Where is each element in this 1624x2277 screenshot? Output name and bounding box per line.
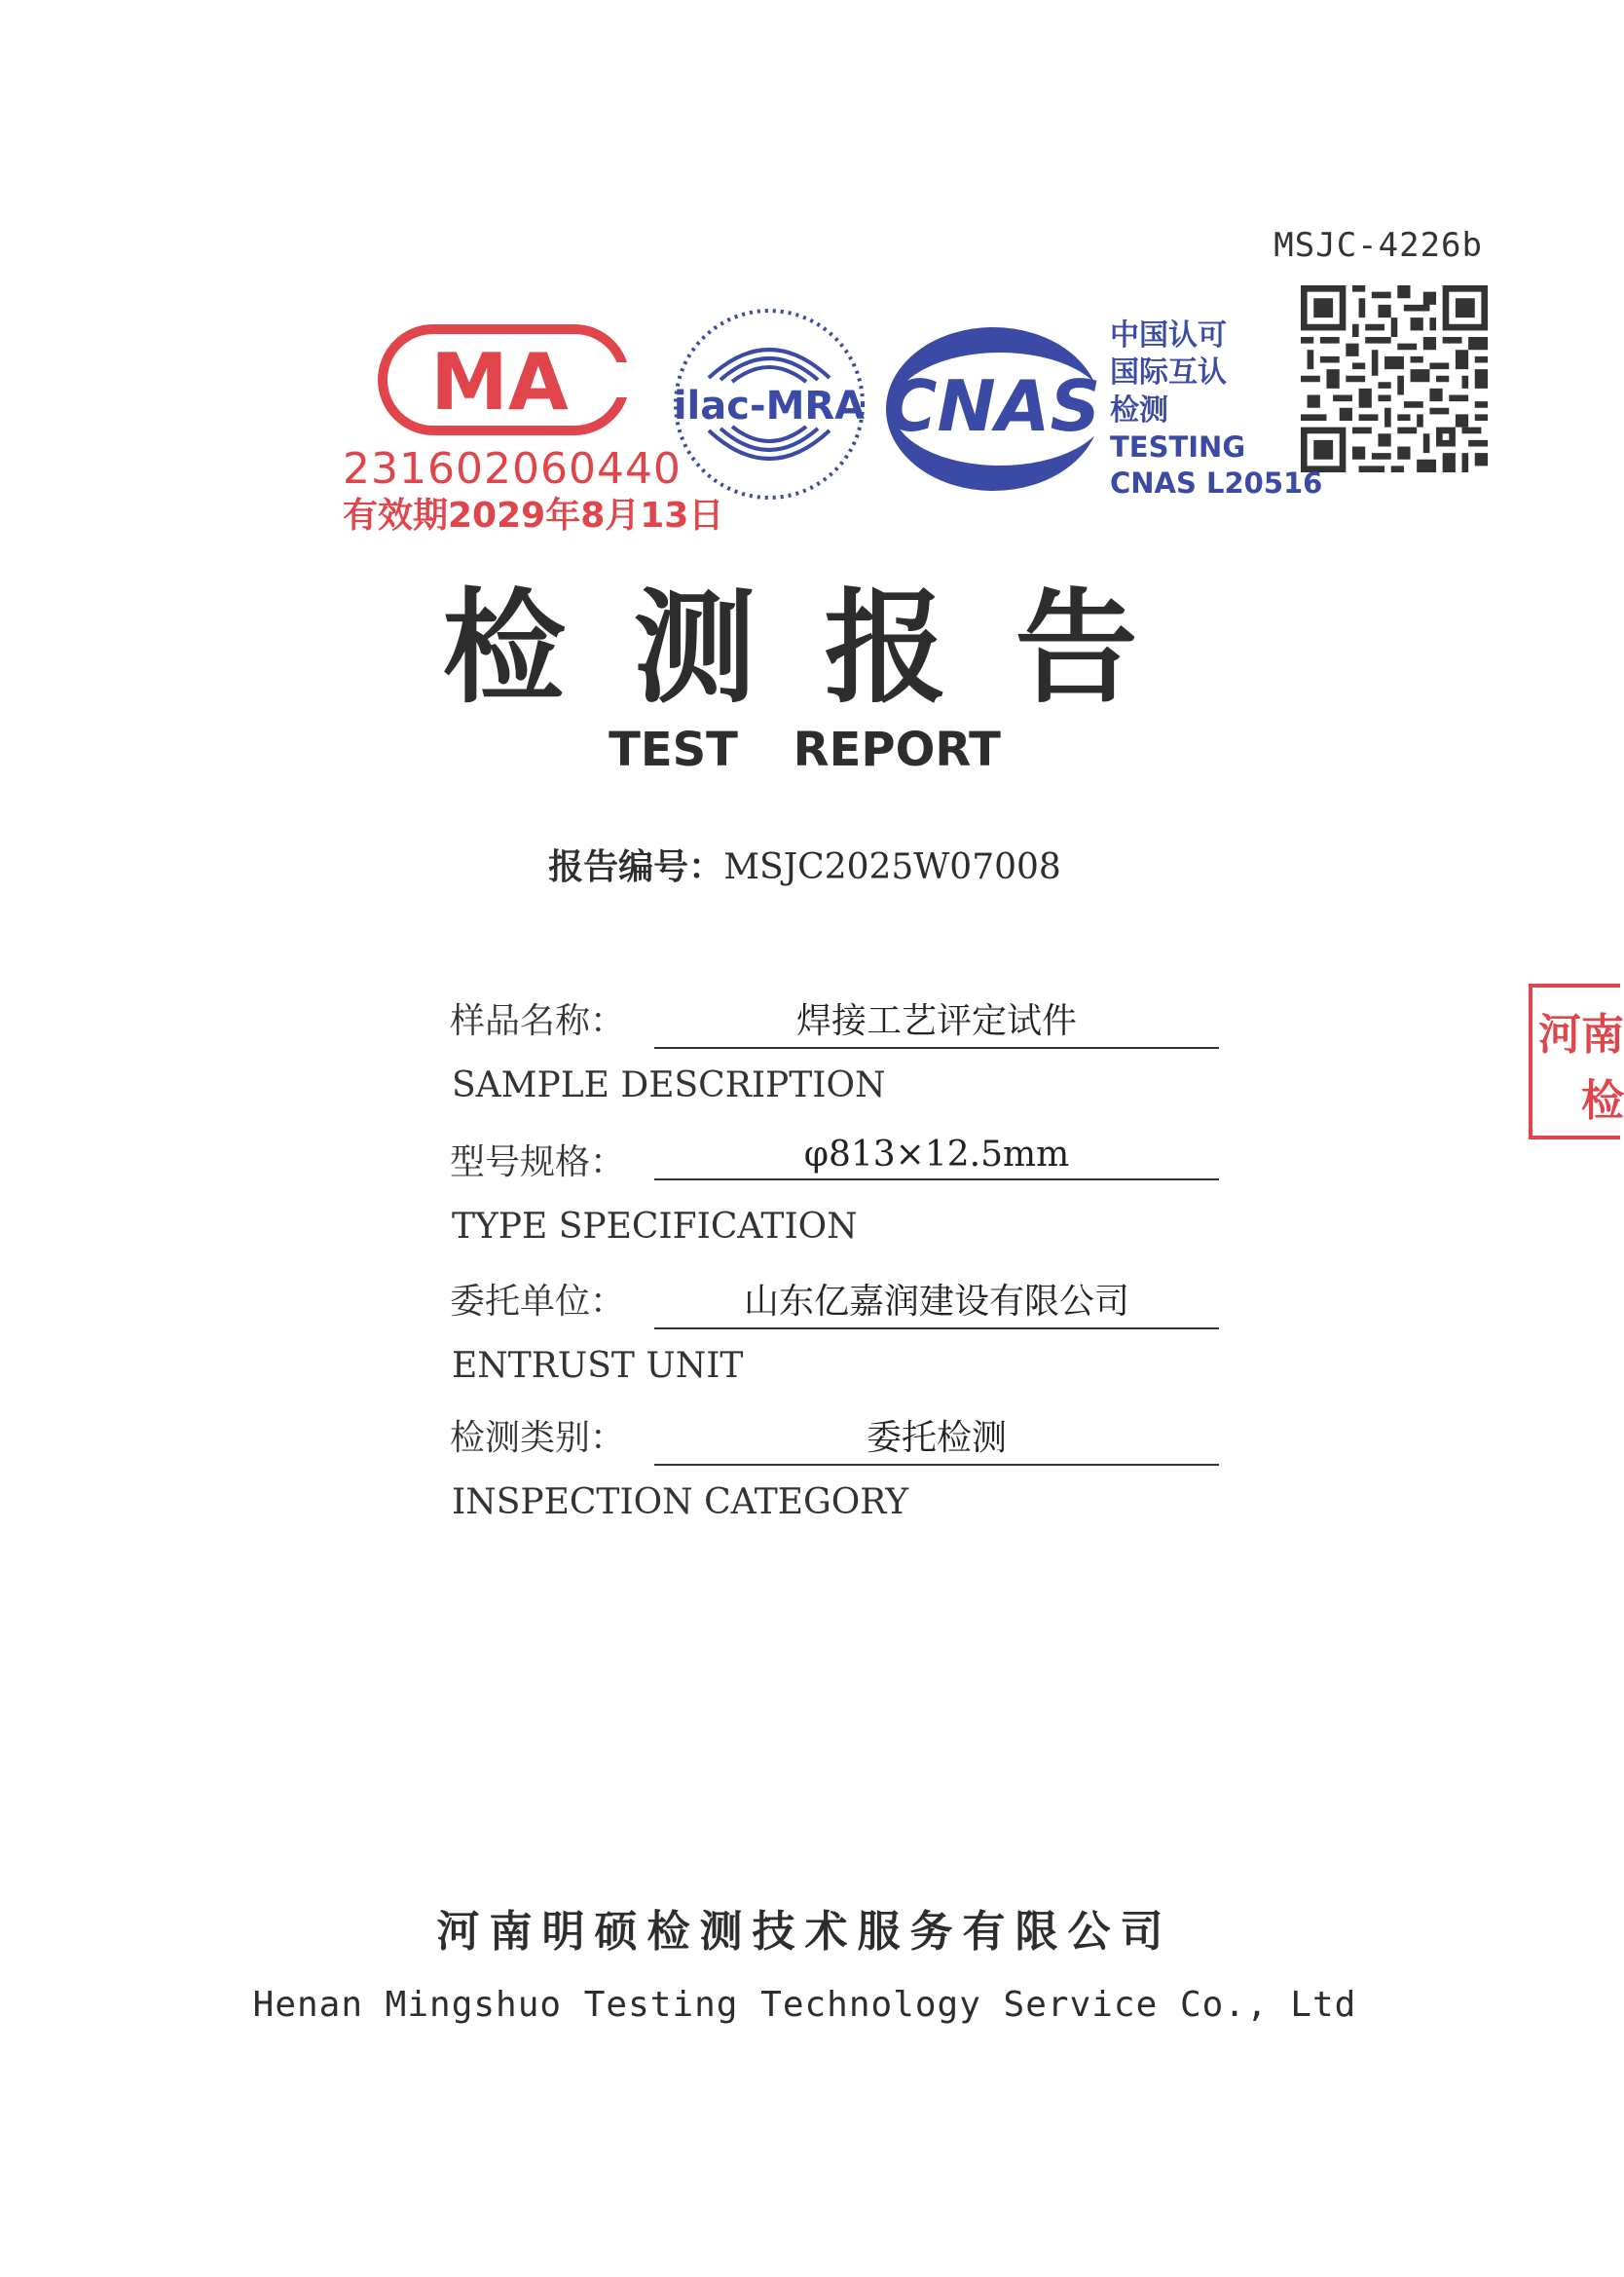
field-label-cn: 委托单位： <box>450 1282 626 1322</box>
company-name-cn: 河南明硕检测技术服务有限公司 <box>436 1907 1173 1957</box>
field-label-cn: 型号规格： <box>450 1142 626 1182</box>
company-name-en: Henan Mingshuo Testing Technology Service Co., Ltd <box>252 1985 1357 2025</box>
page-title-cn: 检测报告 <box>442 576 1206 720</box>
field-label-en: ENTRUST UNIT <box>452 1346 744 1386</box>
field-value: 委托检测 <box>654 1410 1219 1466</box>
field-value: 焊接工艺评定试件 <box>654 993 1219 1049</box>
cnas-line-2: 国际互认 <box>1110 355 1227 391</box>
cnas-accreditation-text <box>1110 317 1322 502</box>
svg-text:CNAS: CNAS <box>885 365 1101 447</box>
cnas-line-3: 检测 <box>1110 392 1168 428</box>
cma-validity: 有效期2029年8月13日 <box>343 496 724 536</box>
cma-logo <box>375 312 633 448</box>
page-title-en: TEST REPORT <box>609 723 1001 777</box>
report-number-value: MSJC2025W07008 <box>723 847 1061 887</box>
svg-text:ilac-MRA: ilac-MRA <box>673 384 866 429</box>
field-label-en: INSPECTION CATEGORY <box>452 1482 909 1522</box>
cnas-line-1: 中国认可 <box>1110 318 1227 353</box>
field-label-cn: 检测类别： <box>450 1418 626 1458</box>
report-number-label: 报告编号： <box>548 847 724 887</box>
seal-text-2: 检 <box>1581 1076 1624 1126</box>
field-value: 山东亿嘉润建设有限公司 <box>654 1274 1219 1329</box>
qr-code <box>1301 285 1488 472</box>
field-label-en: SAMPLE DESCRIPTION <box>452 1065 886 1105</box>
field-label-cn: 样品名称： <box>450 1001 626 1041</box>
company-seal-stamp <box>1529 984 1624 1139</box>
cma-number: 231602060440 <box>343 444 682 494</box>
ilac-mra-logo <box>670 302 869 506</box>
field-value: φ813×12.5mm <box>654 1135 1219 1180</box>
document-code: MSJC-4226b <box>1273 226 1483 265</box>
cnas-line-4: TESTING <box>1110 430 1246 465</box>
cnas-line-5: CNAS L20516 <box>1110 467 1323 501</box>
svg-text:MA: MA <box>430 337 569 428</box>
seal-text-1: 河南 <box>1538 1010 1624 1060</box>
cnas-logo <box>881 321 1105 497</box>
report-number <box>0 840 1609 889</box>
field-label-en: TYPE SPECIFICATION <box>452 1207 858 1247</box>
